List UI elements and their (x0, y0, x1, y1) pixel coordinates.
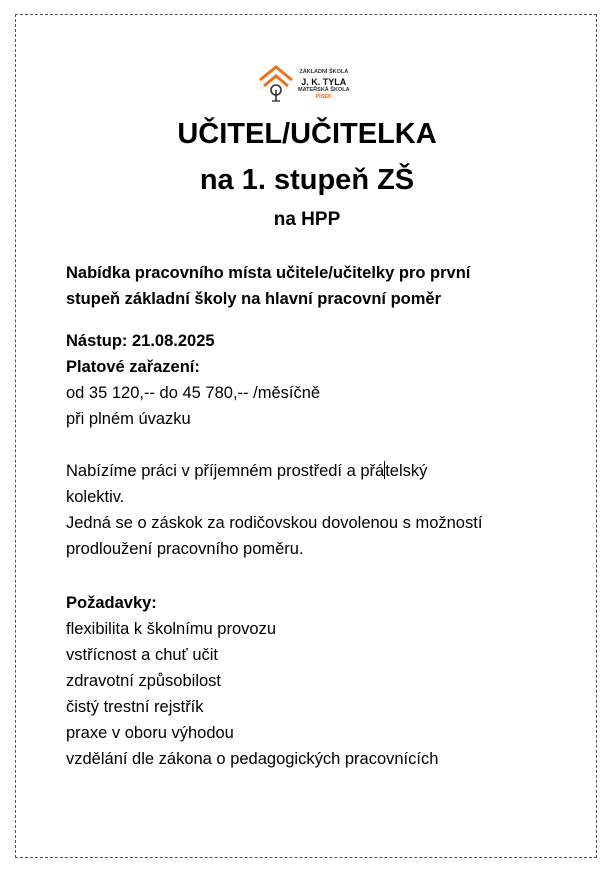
offer-line-3: Jedná se o záskok za rodičovskou dovolenou s možností (66, 514, 483, 532)
salary-note: při plném úvazku (66, 410, 191, 428)
logo-line-school: ZÁKLADNÍ ŠKOLA (299, 69, 349, 75)
salary-label: Platové zařazení: (66, 358, 200, 376)
offer-paragraph (66, 458, 566, 562)
start-date: Nástup: 21.08.2025 (66, 332, 215, 350)
offer-line-2: kolektiv. (66, 488, 125, 506)
requirement-item: flexibilita k školnímu provozu (66, 620, 277, 638)
requirement-item: čistý trestní rejstřík (66, 698, 204, 716)
logo-text (298, 69, 350, 102)
offer-line-4: prodloužení pracovního poměru. (66, 540, 304, 558)
school-emblem-icon (258, 64, 294, 104)
page-title: UČITEL/UČITELKA (177, 118, 437, 150)
page-subtitle: na HPP (273, 209, 341, 230)
offer-line-1-part-a: Nabízíme práci v příjemném prostředí a přá (66, 462, 385, 480)
page-title-line-2: na 1. stupeň ZŠ (199, 164, 415, 196)
logo-line-kindergarten: MATEŘSKÁ ŠKOLA (298, 86, 350, 93)
offer-line-1-part-b: telský (385, 462, 428, 480)
school-logo (258, 64, 358, 104)
requirement-item: zdravotní způsobilost (66, 672, 222, 690)
salary-range: od 35 120,-- do 45 780,-- /měsíčně (66, 384, 321, 402)
logo-line-city: PÍSEK (315, 94, 333, 100)
requirements-section (66, 590, 566, 772)
intro-line-1: Nabídka pracovního místa učitele/učitelky pro první (66, 264, 471, 282)
requirement-item: praxe v oboru výhodou (66, 724, 234, 742)
intro-line-2: stupeň základní školy na hlavní pracovní poměr (66, 290, 442, 308)
logo-line-name: J. K. TYLA (301, 76, 347, 87)
requirement-item: vstřícnost a chuť učit (66, 646, 218, 664)
intro-paragraph (66, 260, 566, 312)
requirement-item: vzdělání dle zákona o pedagogických pracovnících (66, 750, 439, 768)
details-block (66, 328, 566, 432)
requirements-label: Požadavky: (66, 594, 157, 612)
offer-line-1 (66, 458, 566, 484)
